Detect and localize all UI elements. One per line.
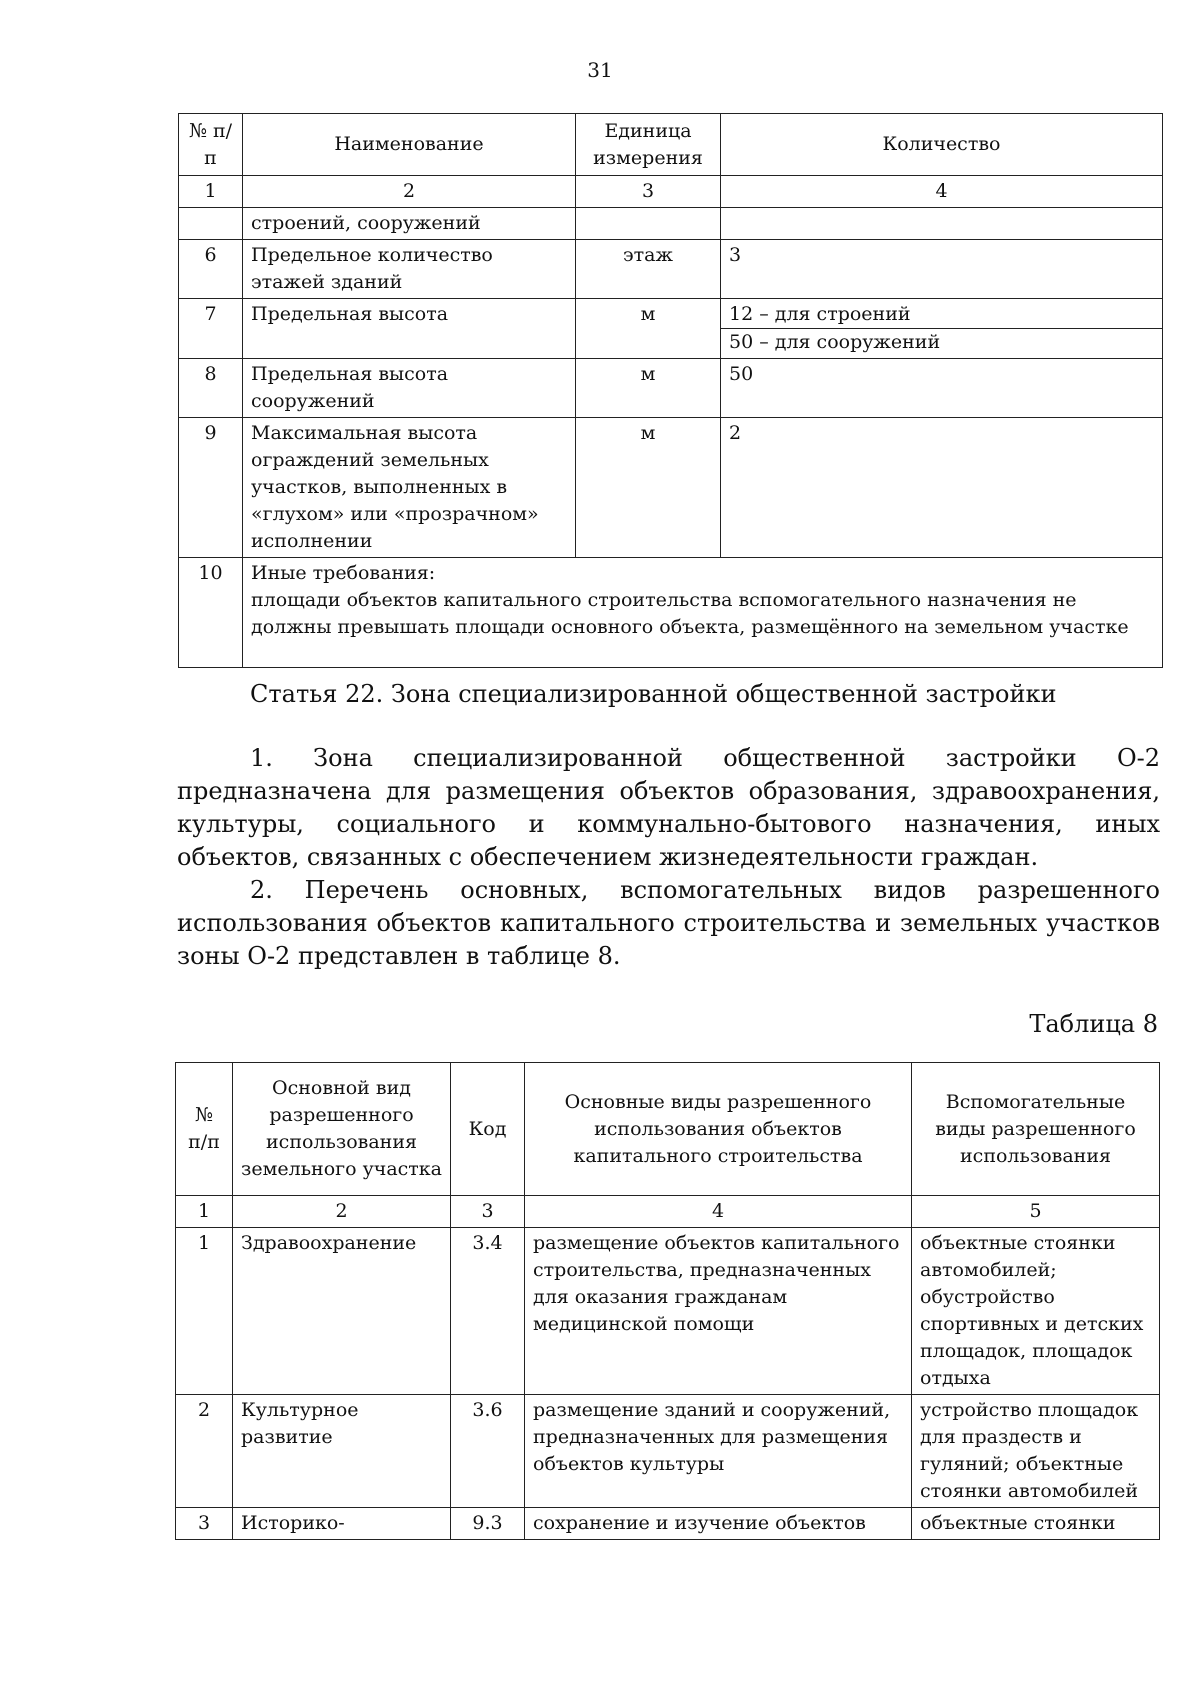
table-row: 9 Максимальная высота ограждений земельных участков, выполненных в «глухом» или «прозрачном» исполнении м 2: [179, 418, 1163, 558]
table-row: 8 Предельная высота сооружений м 50: [179, 359, 1163, 418]
table-caption: Таблица 8: [1029, 1010, 1158, 1038]
t7-colnum: 3: [576, 176, 721, 208]
table-row: 10 Иные требования: площади объектов капитального строительства вспомогательного назначения не должны превышать площади основного объекта, размещённого на земельном участке: [179, 558, 1163, 668]
table-row: 7 Предельная высота м 12 – для строений 50 – для сооружений: [179, 299, 1163, 359]
t7-header-name: Наименование: [243, 114, 576, 176]
t8-colnum: 5: [912, 1196, 1160, 1228]
t7-colnum: 4: [721, 176, 1163, 208]
t8-colnum: 4: [525, 1196, 912, 1228]
t8-header-code: Код: [451, 1063, 525, 1196]
paragraph-2: 2. Перечень основных, вспомогательных видов разрешенного использования объектов капитального строительства и земельных участков зоны О-2 представлен в таблице 8.: [177, 876, 1160, 970]
t8-header-number: № п/п: [176, 1063, 233, 1196]
parameters-table: [178, 113, 1163, 668]
article-heading: Статья 22. Зона специализированной общественной застройки: [250, 680, 1057, 708]
t8-colnum: 1: [176, 1196, 233, 1228]
t8-header-kind: Основной вид разрешенного использования земельного участка: [233, 1063, 451, 1196]
t8-colnum: 2: [233, 1196, 451, 1228]
table-row: 3 Историко- 9.3 сохранение и изучение объектов объектные стоянки: [176, 1508, 1160, 1540]
table-row: 6 Предельное количество этажей зданий этаж 3: [179, 240, 1163, 299]
paragraph-1: 1. Зона специализированной общественной застройки О-2 предназначена для размещения объектов образования, здравоохранения, культуры, социального и коммунально-бытового назначения, иных объектов, связанных с обеспечением жизнедеятельности граждан.: [177, 744, 1160, 871]
t8-header-main: Основные виды разрешенного использования объектов капитального строительства: [525, 1063, 912, 1196]
page-number: 31: [587, 58, 613, 82]
t7-continuation: строений, сооружений: [243, 208, 576, 240]
t7-header-unit: Единица измерения: [576, 114, 721, 176]
t7-colnum: 2: [243, 176, 576, 208]
t7-colnum: 1: [179, 176, 243, 208]
t7-header-number: № п/п: [179, 114, 243, 176]
table-row: 1 Здравоохранение 3.4 размещение объектов капитального строительства, предназначенных для оказания гражданам медицинской помощи объектные стоянки автомобилей; обустройство спортивных и детских площадок, площадок отдыха: [176, 1228, 1160, 1395]
t8-colnum: 3: [451, 1196, 525, 1228]
permitted-use-table: [175, 1062, 1160, 1540]
t7-header-quantity: Количество: [721, 114, 1163, 176]
t8-header-aux: Вспомогательные виды разрешенного использования: [912, 1063, 1160, 1196]
table-row: 2 Культурное развитие 3.6 размещение зданий и сооружений, предназначенных для размещения объектов культуры устройство площадок для праздеств и гуляний; объектные стоянки автомобилей: [176, 1395, 1160, 1508]
